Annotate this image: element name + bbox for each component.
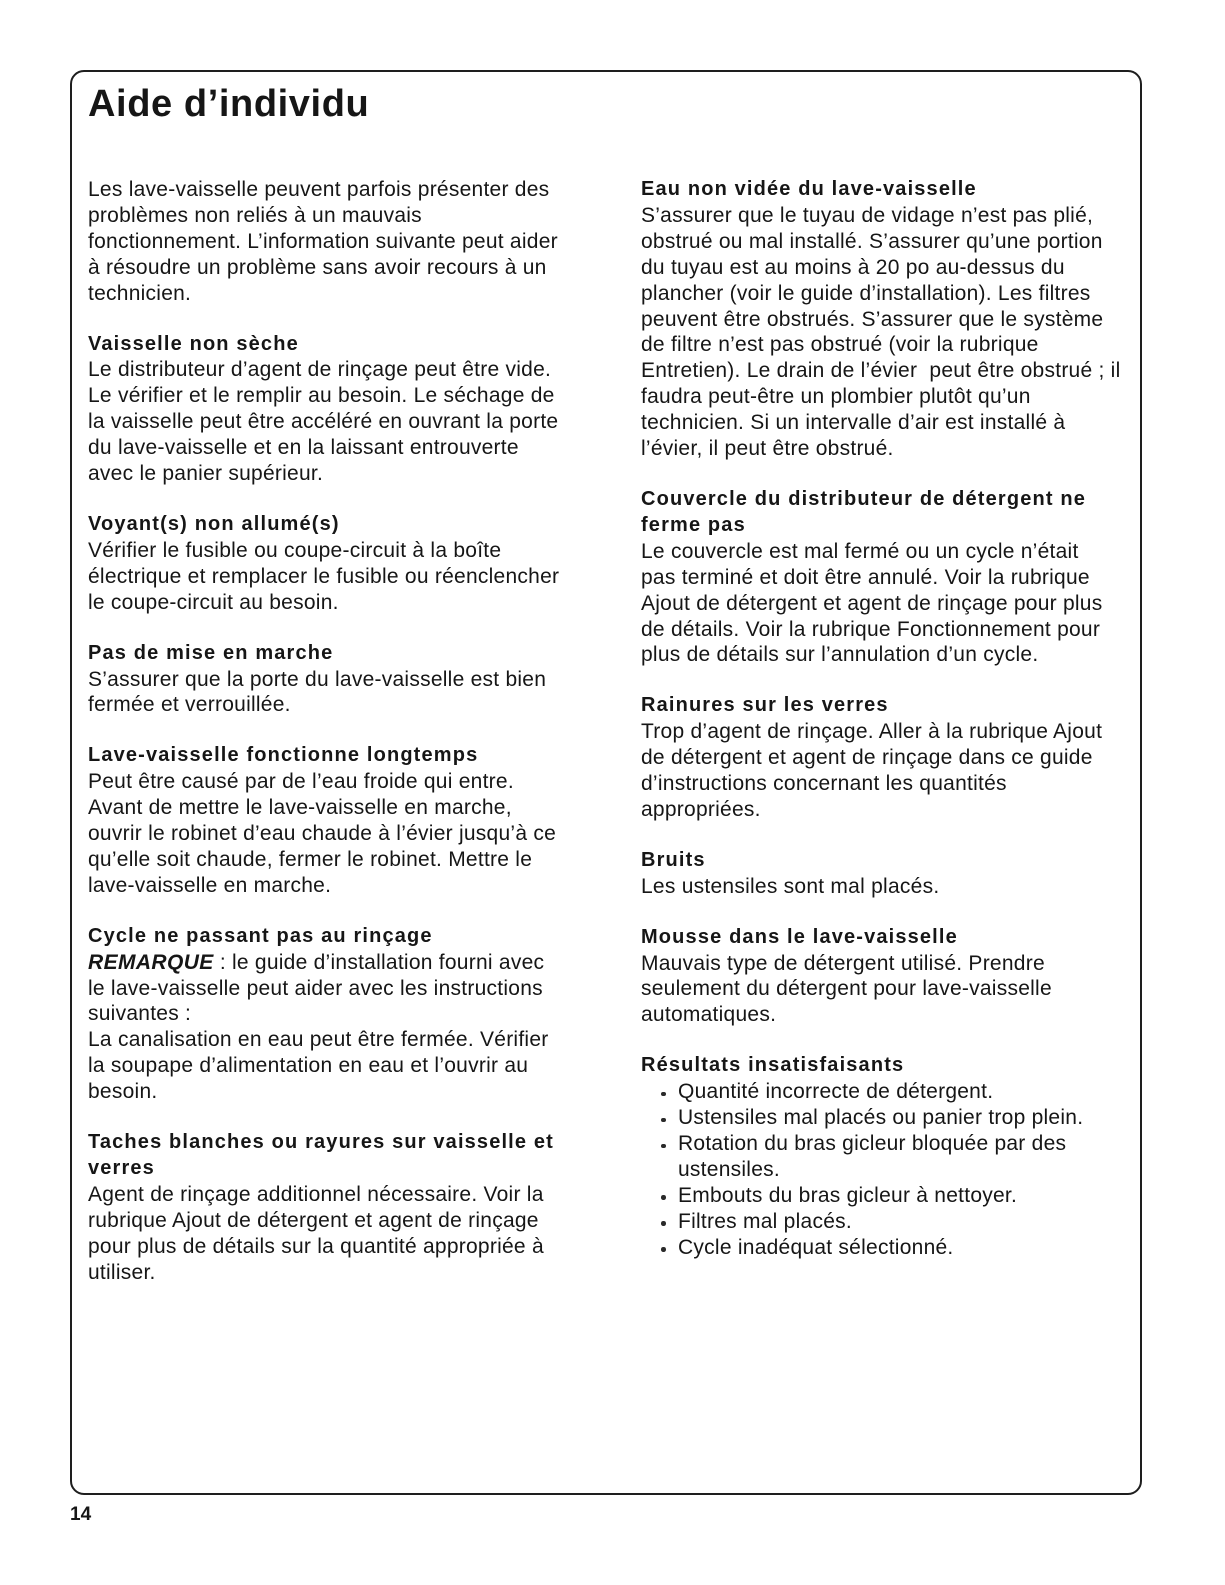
section-pas-de-mise-en-marche — [88, 641, 588, 719]
intro-paragraph: Les lave-vaisselle peuvent parfois présenter des problèmes non reliés à un mauvais fonctionnement. L’information suivante peut aider à résoudre un problème sans avoir recours à un technicien. — [88, 178, 558, 305]
section-vaisselle-non-seche — [88, 332, 588, 487]
section-couvercle-distributeur — [641, 487, 1133, 668]
heading-resultats-insatisfaisants: Résultats insatisfaisants — [641, 1054, 905, 1077]
heading-eau-non-videe: Eau non vidée du lave-vaisselle — [641, 178, 977, 200]
heading-voyants-non-allumes: Voyant(s) non allumé(s) — [88, 512, 340, 535]
bullet-item: Embouts du bras gicleur à nettoyer. — [641, 1183, 1133, 1209]
section-cycle-rincage — [88, 924, 588, 1105]
right-column — [641, 177, 1133, 1261]
bullet-item: Quantité incorrecte de détergent. — [641, 1079, 1133, 1105]
heading-vaisselle-non-seche: Vaisselle non sèche — [88, 332, 299, 355]
bullet-list — [641, 1079, 1133, 1260]
heading-taches-blanches: Taches blanches ou rayures sur vaisselle et verres — [88, 1131, 554, 1179]
section-eau-non-videe — [641, 177, 1133, 462]
body-fonctionne-longtemps: Peut être causé par de l’eau froide qui entre. Avant de mettre le lave-vaisselle en marche, ouvrir le robinet d’eau chaude à l’évier jusqu’à ce qu’elle soit chaude, fermer le robinet. Mettre le lave-vaisselle en marche. — [88, 770, 557, 897]
heading-rainures-verres: Rainures sur les verres — [641, 694, 889, 717]
body-taches-blanches: Agent de rinçage additionnel nécessaire. Voir la rubrique Ajout de détergent et agent de rinçage pour plus de détails sur la quantité appropriée à utiliser. — [88, 1182, 544, 1284]
page-title: Aide d’individu — [88, 83, 370, 125]
section-mousse — [641, 925, 1133, 1029]
body-couvercle-distributeur: Le couvercle est mal fermé ou un cycle n’était pas terminé et doit être annulé. Voir la rubrique Ajout de détergent et agent de rinçage pour plus de détails. Voir la rubrique Fonctionnement pour plus de détails sur l’annulation d’un cycle. — [641, 539, 1103, 667]
heading-pas-de-mise-en-marche: Pas de mise en marche — [88, 641, 334, 664]
body-rainures-verres: Trop d’agent de rinçage. Aller à la rubrique Ajout de détergent et agent de rinçage dans ce guide d’instructions concernant les quantités appropriées. — [641, 720, 1103, 821]
note-text: : le guide d’installation fourni avec le lave-vaisselle peut aider avec les instructions suivantes : — [88, 950, 545, 1026]
note-paragraph — [88, 950, 588, 1028]
heading-couvercle-distributeur: Couvercle du distributeur de détergent ne ferme pas — [641, 487, 1086, 536]
bullet-item: Rotation du bras gicleur bloquée par des ustensiles. — [641, 1131, 1133, 1183]
bullet-item: Cycle inadéquat sélectionné. — [641, 1235, 1133, 1261]
body-cycle-rincage: La canalisation en eau peut être fermée. Vérifier la soupape d’alimentation en eau et l’ouvrir au besoin. — [88, 1028, 549, 1104]
body-eau-non-videe: S’assurer que le tuyau de vidage n’est pas plié, obstrué ou mal installé. S’assurer qu’une portion du tuyau est au moins à 20 po au-dessus du plancher (voir le guide d’installation). Les filtres peuvent être obstrués. S’assurer que le système de filtre n’est pas obstrué (voir la rubrique Entretien). Le drain de l’évier peut être obstrué ; il faudra peut-être un plombier plutôt qu’un technicien. Si un intervalle d’air est installé à l’évier, il peut être obstrué. — [641, 203, 1121, 461]
bullet-item: Filtres mal placés. — [641, 1209, 1133, 1235]
heading-cycle-rincage: Cycle ne passant pas au rinçage — [88, 924, 433, 947]
section-fonctionne-longtemps — [88, 743, 588, 898]
left-column — [88, 177, 588, 1286]
heading-mousse: Mousse dans le lave-vaisselle — [641, 925, 958, 948]
heading-bruits: Bruits — [641, 848, 706, 871]
body-vaisselle-non-seche: Le distributeur d’agent de rinçage peut être vide. Le vérifier et le remplir au besoin. Le séchage de la vaisselle peut être accéléré en ouvrant la porte du lave-vaisselle et en la laissant entrouverte avec le panier supérieur. — [88, 358, 559, 486]
section-resultats-insatisfaisants — [641, 1053, 1133, 1260]
section-voyants-non-allumes — [88, 512, 588, 616]
page-number: 14 — [70, 1504, 92, 1525]
bullet-item: Ustensiles mal placés ou panier trop plein. — [641, 1105, 1133, 1131]
section-bruits — [641, 848, 1133, 900]
section-rainures-verres — [641, 693, 1133, 823]
heading-fonctionne-longtemps: Lave-vaisselle fonctionne longtemps — [88, 744, 479, 767]
body-voyants-non-allumes: Vérifier le fusible ou coupe-circuit à la boîte électrique et remplacer le fusible ou réenclencher le coupe-circuit au besoin. — [88, 538, 560, 614]
note-label: REMARQUE — [88, 950, 214, 974]
body-mousse: Mauvais type de détergent utilisé. Prendre seulement du détergent pour lave-vaisselle automatiques. — [641, 951, 1052, 1027]
section-taches-blanches — [88, 1130, 588, 1285]
body-bruits: Les ustensiles sont mal placés. — [641, 874, 940, 898]
body-pas-de-mise-en-marche: S’assurer que la porte du lave-vaisselle est bien fermée et verrouillée. — [88, 667, 547, 717]
